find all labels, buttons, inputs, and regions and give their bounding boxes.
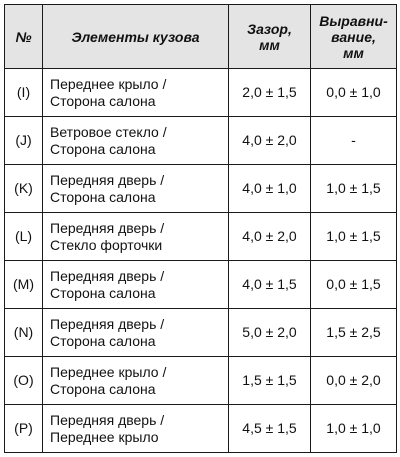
row-alignment: 1,0 ± 1,0 bbox=[311, 405, 397, 453]
row-alignment: 0,0 ± 1,0 bbox=[311, 69, 397, 117]
row-element-line2: Сторона салона bbox=[50, 284, 156, 301]
row-code: (I) bbox=[5, 69, 43, 117]
body-gaps-table-container bbox=[4, 4, 396, 453]
row-element bbox=[43, 165, 229, 213]
row-gap: 4,5 ± 1,5 bbox=[229, 405, 311, 453]
header-alignment-line2: вание, bbox=[331, 28, 376, 45]
body-gaps-table bbox=[4, 4, 397, 453]
row-element bbox=[43, 405, 229, 453]
header-row bbox=[5, 5, 397, 69]
row-element bbox=[43, 117, 229, 165]
row-element-line2: Переднее крыло bbox=[50, 428, 159, 445]
header-alignment-line3: мм bbox=[343, 44, 364, 61]
table-row bbox=[5, 261, 397, 309]
header-gap bbox=[229, 5, 311, 69]
row-element bbox=[43, 357, 229, 405]
table-row bbox=[5, 69, 397, 117]
table-row bbox=[5, 357, 397, 405]
row-element bbox=[43, 213, 229, 261]
row-element bbox=[43, 261, 229, 309]
row-element bbox=[43, 69, 229, 117]
row-element-line1: Передняя дверь / bbox=[50, 171, 165, 188]
row-element-line1: Передняя дверь / bbox=[50, 267, 165, 284]
row-element bbox=[43, 309, 229, 357]
row-element-line2: Сторона салона bbox=[50, 332, 156, 349]
row-gap: 4,0 ± 2,0 bbox=[229, 117, 311, 165]
row-alignment: 1,5 ± 2,5 bbox=[311, 309, 397, 357]
table-header bbox=[5, 5, 397, 69]
row-element-line1: Передняя дверь / bbox=[50, 219, 165, 236]
row-gap: 5,0 ± 2,0 bbox=[229, 309, 311, 357]
header-alignment bbox=[311, 5, 397, 69]
row-element-line2: Стекло форточки bbox=[50, 236, 163, 253]
table-row bbox=[5, 165, 397, 213]
table-body bbox=[5, 69, 397, 453]
row-gap: 4,0 ± 1,0 bbox=[229, 165, 311, 213]
table-row bbox=[5, 405, 397, 453]
header-gap-line2: мм bbox=[259, 36, 280, 53]
row-element-line1: Ветровое стекло / bbox=[50, 123, 167, 140]
row-gap: 2,0 ± 1,5 bbox=[229, 69, 311, 117]
row-code: (P) bbox=[5, 405, 43, 453]
row-alignment: - bbox=[311, 117, 397, 165]
row-alignment: 0,0 ± 1,5 bbox=[311, 261, 397, 309]
table-row bbox=[5, 309, 397, 357]
row-gap: 4,0 ± 1,5 bbox=[229, 261, 311, 309]
row-element-line1: Передняя дверь / bbox=[50, 315, 165, 332]
row-code: (N) bbox=[5, 309, 43, 357]
header-body-elements: Элементы кузова bbox=[43, 5, 229, 69]
table-row bbox=[5, 213, 397, 261]
row-alignment: 0,0 ± 2,0 bbox=[311, 357, 397, 405]
row-gap: 1,5 ± 1,5 bbox=[229, 357, 311, 405]
header-alignment-line1: Выравни- bbox=[319, 12, 388, 29]
header-number: № bbox=[5, 5, 43, 69]
row-element-line1: Переднее крыло / bbox=[50, 75, 167, 92]
row-alignment: 1,0 ± 1,5 bbox=[311, 165, 397, 213]
row-code: (O) bbox=[5, 357, 43, 405]
row-code: (L) bbox=[5, 213, 43, 261]
row-element-line1: Передняя дверь / bbox=[50, 411, 165, 428]
row-element-line1: Переднее крыло / bbox=[50, 363, 167, 380]
row-code: (K) bbox=[5, 165, 43, 213]
header-gap-line1: Зазор, bbox=[247, 20, 292, 37]
row-code: (M) bbox=[5, 261, 43, 309]
row-element-line2: Сторона салона bbox=[50, 140, 156, 157]
row-alignment: 1,0 ± 1,5 bbox=[311, 213, 397, 261]
row-element-line2: Сторона салона bbox=[50, 188, 156, 205]
row-gap: 4,0 ± 2,0 bbox=[229, 213, 311, 261]
row-element-line2: Сторона салона bbox=[50, 92, 156, 109]
row-element-line2: Сторона салона bbox=[50, 380, 156, 397]
row-code: (J) bbox=[5, 117, 43, 165]
table-row bbox=[5, 117, 397, 165]
